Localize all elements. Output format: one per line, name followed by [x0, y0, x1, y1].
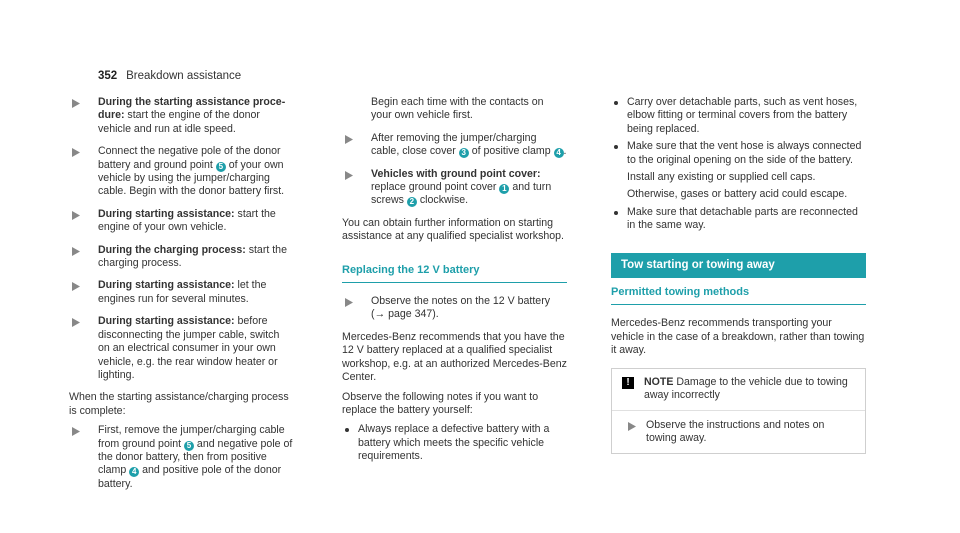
arrow-icon [72, 99, 80, 107]
indented-text: Install any existing or supplied cell caps. [627, 171, 816, 184]
note-label: NOTE [644, 375, 674, 388]
paragraph: You can obtain further information on starting assistance at any qualified specialist workshop. [342, 216, 564, 243]
note-header [612, 369, 865, 410]
paragraph: When the starting assistance/charging process is complete: [69, 391, 289, 417]
step-text: and turn screws [371, 181, 552, 207]
callout-number: 1 [499, 184, 509, 194]
step-2 [69, 145, 294, 199]
note-body [612, 410, 865, 454]
step-ground-cover [342, 168, 567, 208]
arrow-icon [345, 171, 353, 179]
callout-number: 5 [184, 441, 194, 451]
step-observe-notes [342, 295, 567, 322]
step-text: replace ground point cover [371, 181, 500, 194]
step-text: start the engine of the donor vehicle and run at idle speed. [98, 109, 260, 135]
column-3 [611, 96, 866, 454]
callout-number: 2 [407, 197, 417, 207]
step-text: clockwise. [416, 194, 469, 207]
callout-number: 4 [554, 148, 564, 158]
bullet-list [611, 206, 866, 233]
step-label: During starting assistance: [98, 315, 235, 328]
step-4 [69, 244, 294, 271]
section-banner: Tow starting or towing away [611, 253, 866, 278]
step-text: Begin each time with the contacts on your own vehicle first. [371, 96, 544, 122]
bullet-icon [614, 101, 618, 105]
list-item [611, 96, 866, 136]
step-text: After removing the jumper/charging cable, close cover [371, 131, 537, 158]
step-3 [69, 208, 294, 235]
step-1 [69, 96, 294, 136]
page-number: 352 [98, 70, 118, 82]
bullet-icon [345, 428, 349, 432]
step-text: Observe the notes on the 12 V battery (→ page 347). [371, 295, 551, 321]
arrow-icon [72, 148, 80, 156]
page-header [98, 70, 241, 83]
step-label: During starting assistance: [98, 207, 235, 220]
warning-icon: ! [622, 377, 634, 389]
section-title: Breakdown assistance [126, 70, 242, 82]
step-close-cover [342, 132, 567, 159]
step-text: Connect the negative pole of the donor battery and ground point [98, 145, 281, 171]
list-item-text: Always replace a defective battery with a battery which meets the specific vehicle requirements. [358, 423, 550, 463]
step-text: before disconnecting the jumper cable, switch on an electrical consumer in your own vehicle, e.g. the rear window heater or lighting. [98, 315, 280, 381]
list-item-text: Carry over detachable parts, such as vent hoses, elbow fitting or terminal covers from the battery being replaced. [627, 96, 858, 135]
step-text: let the engines run for several minutes. [98, 279, 267, 305]
paragraph: Mercedes-Benz recommends that you have the 12 V battery replaced at a qualified specialist workshop, e.g. at an authorized Mercedes-Benz Center. [342, 330, 567, 384]
arrow-icon [72, 318, 80, 326]
list-item [611, 140, 866, 167]
step-text: start the charging process. [98, 243, 287, 270]
step-continuation [342, 96, 567, 123]
section-heading: Permitted towing methods [611, 286, 866, 305]
arrow-icon [72, 247, 80, 255]
note-step: Observe the instructions and notes on towing away. [646, 418, 825, 444]
step-label: During the charging process: [98, 243, 246, 256]
step-text: . [563, 145, 567, 158]
step-text: start the engine of your own vehicle. [98, 207, 276, 234]
arrow-icon [72, 211, 80, 219]
paragraph: Observe the following notes if you want to replace the battery yourself: [342, 390, 539, 416]
step-text: of your own vehicle by using the jumper/charging cable. Begin with the donor battery first. [98, 158, 285, 198]
step-label: Vehicles with ground point cover: [371, 167, 541, 180]
bullet-list [342, 423, 567, 463]
arrow-icon [72, 427, 80, 435]
step-text: and negative pole of the donor battery, then from positive clamp [98, 437, 293, 477]
indented-text: Otherwise, gases or battery acid could escape. [627, 188, 848, 201]
step-text: First, remove the jumper/charging cable from ground point [98, 424, 285, 450]
callout-number: 5 [216, 162, 226, 172]
callout-number: 3 [459, 148, 469, 158]
arrow-icon [345, 135, 353, 143]
note-box [611, 368, 866, 455]
arrow-icon [345, 298, 353, 306]
step-text: of positive clamp [468, 145, 554, 158]
bullet-icon [614, 145, 618, 149]
list-item-text: Make sure that detachable parts are reconnected in the same way. [627, 205, 858, 232]
step-text: and positive pole of the donor battery. [98, 464, 282, 490]
column-2 [342, 96, 567, 468]
step-5 [69, 279, 294, 306]
list-item [611, 206, 866, 233]
list-item-text: Make sure that the vent hose is always connected to the original opening on the side of the battery. [627, 140, 862, 166]
step-label: During starting assistance: [98, 279, 235, 292]
section-heading: Replacing the 12 V battery [342, 264, 567, 283]
list-item [342, 423, 567, 463]
arrow-icon [628, 422, 636, 435]
step-label: During the starting assistance procedure: [98, 96, 286, 122]
step-7 [69, 424, 294, 491]
callout-number: 4 [129, 467, 139, 477]
note-text: Damage to the vehicle due to towing away incorrectly [644, 375, 848, 402]
column-1 [69, 96, 294, 500]
bullet-icon [614, 211, 618, 215]
paragraph: Mercedes-Benz recommends transporting your vehicle in the case of a breakdown, rather than towing it away. [611, 317, 865, 357]
bullet-list [611, 96, 866, 167]
step-6 [69, 315, 294, 382]
arrow-icon [72, 282, 80, 290]
